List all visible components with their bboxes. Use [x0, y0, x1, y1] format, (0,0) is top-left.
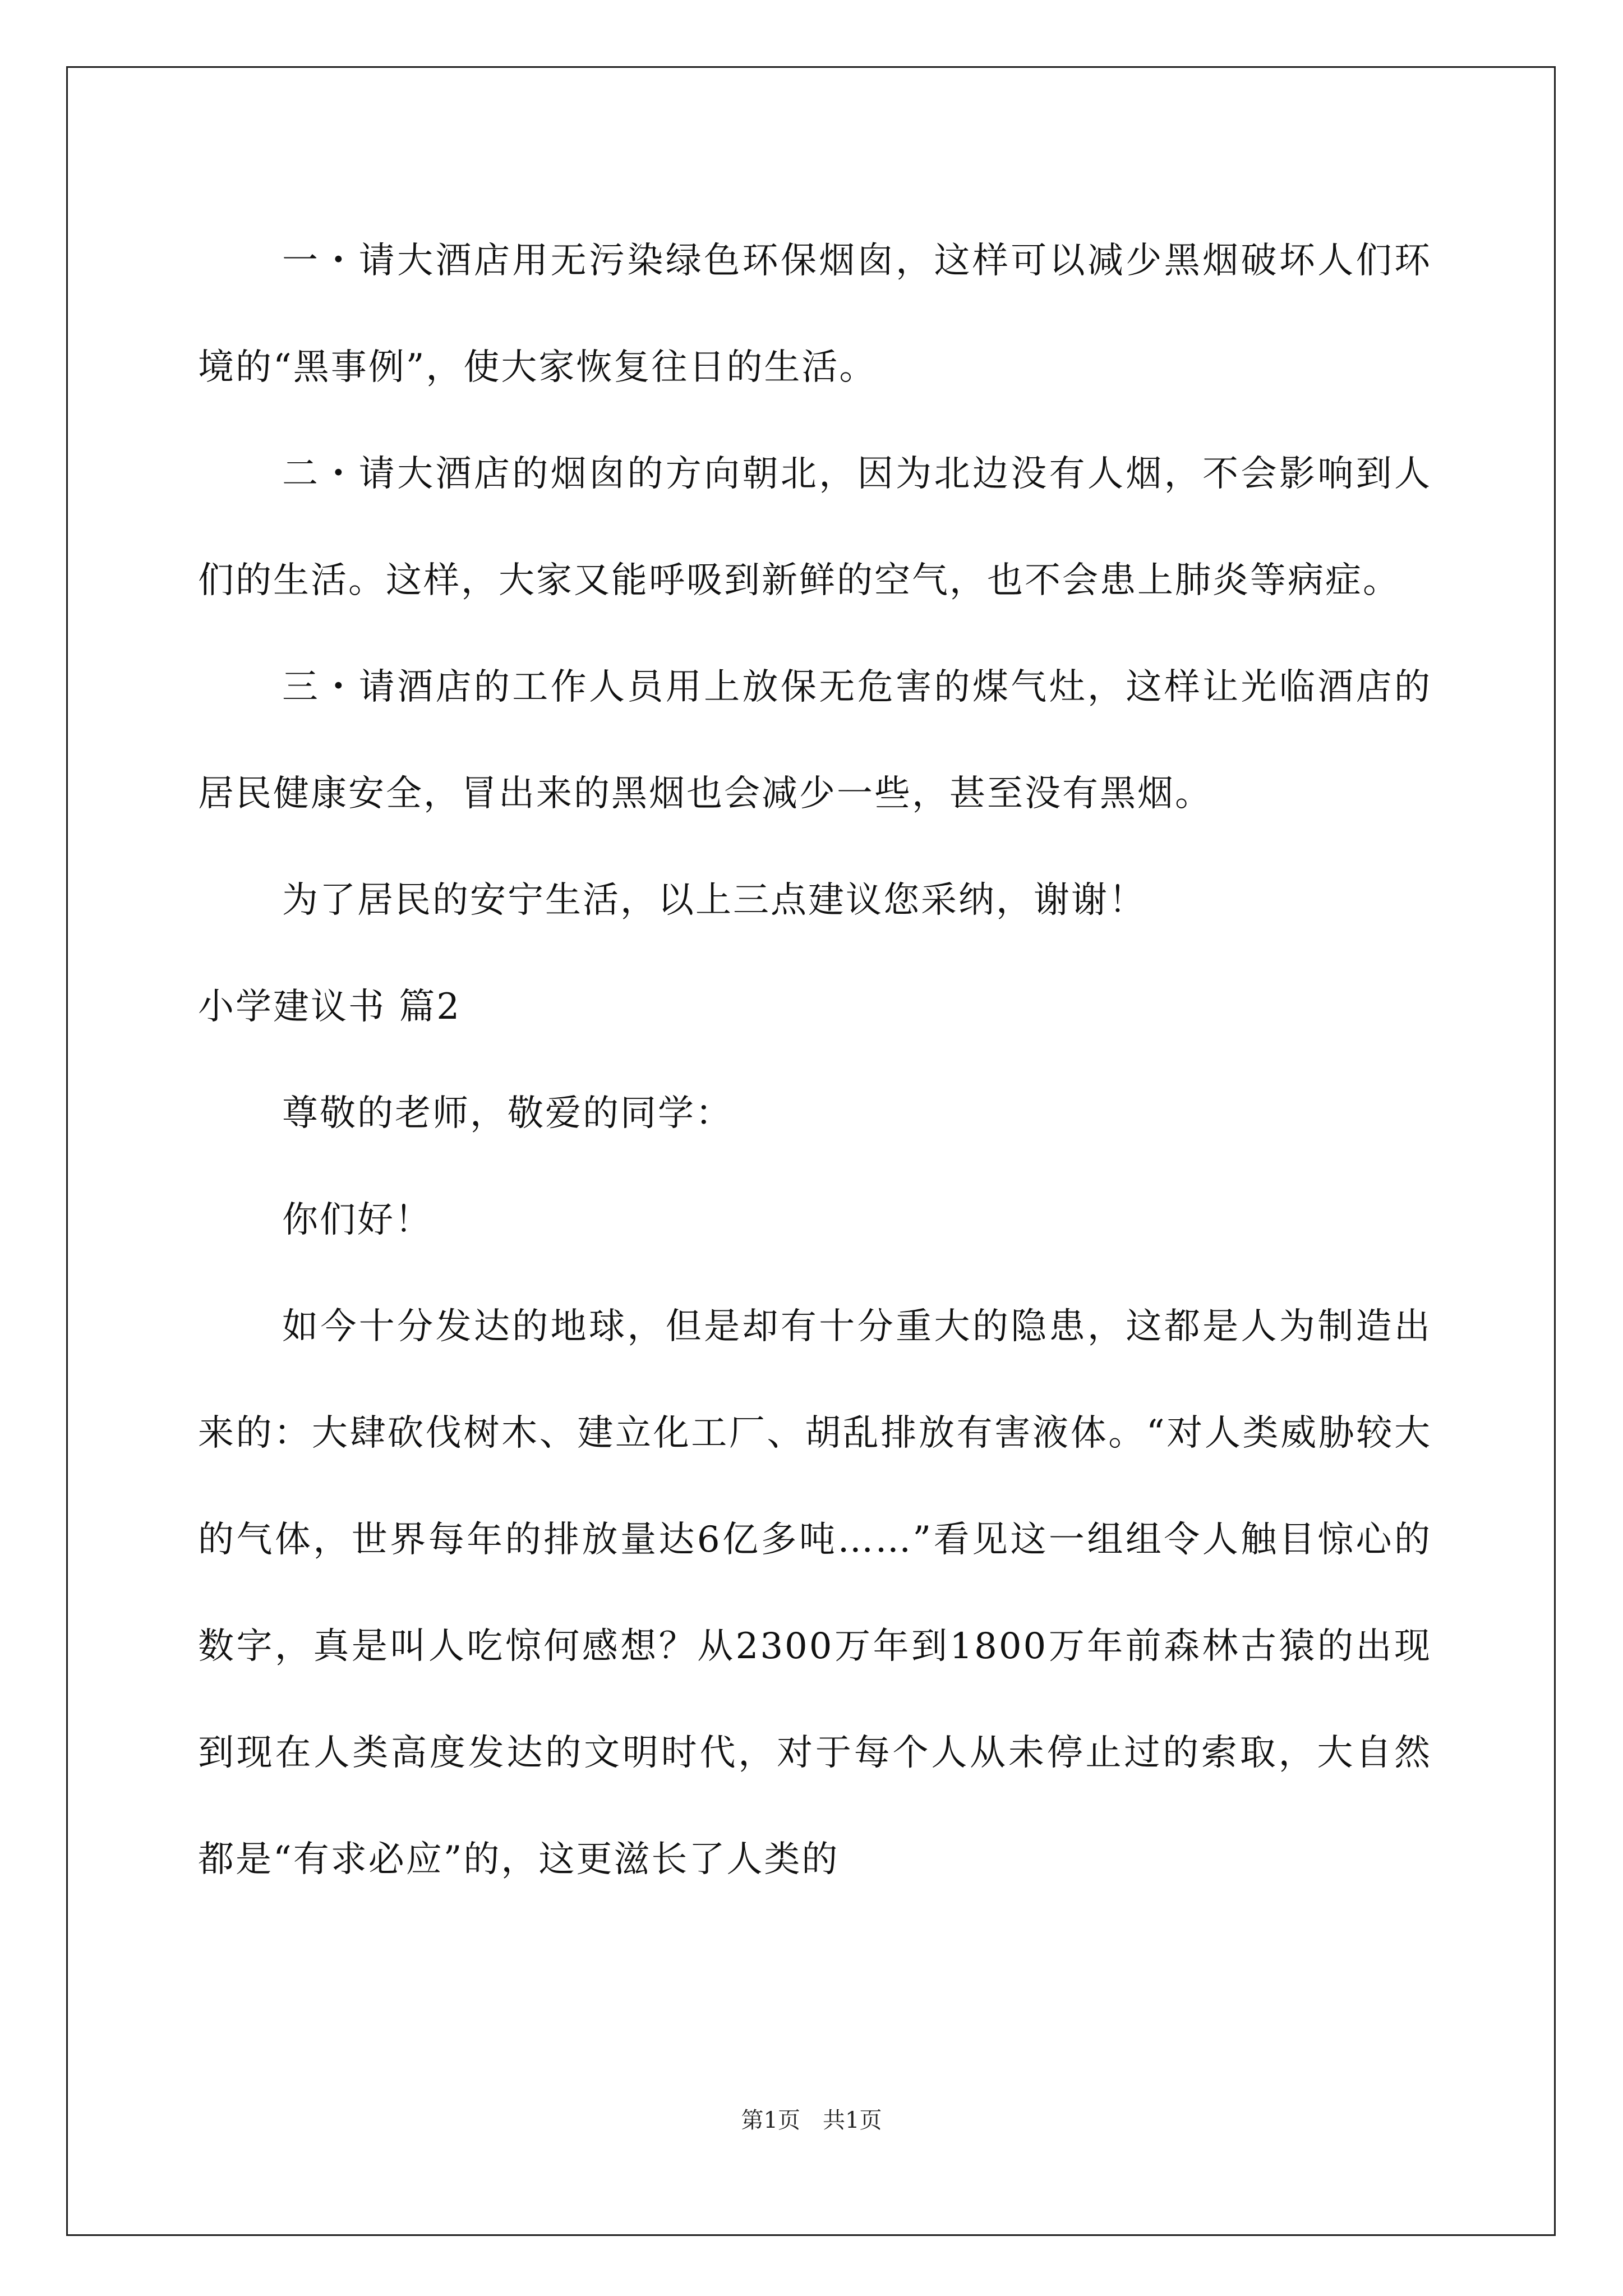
paragraph-closing: 为了居民的安宁生活，以上三点建议您采纳，谢谢！: [282, 880, 1146, 921]
paragraph-suggestion-3: 三・请酒店的工作人员用上放保无危害的煤气灶，这样让光临酒店的居民健康安全，冒出来的黑烟也会减少一些，甚至没有黑烟。: [198, 666, 1432, 815]
document-body: [198, 208, 1432, 1913]
salutation: 尊敬的老师，敬爱的同学：: [282, 1093, 733, 1134]
greeting: 你们好！: [282, 1199, 432, 1241]
paragraph-suggestion-2: 二・请大酒店的烟囱的方向朝北，因为北边没有人烟，不会影响到人们的生活。这样，大家又能呼吸到新鲜的空气，也不会患上肺炎等病症。: [198, 453, 1432, 601]
paragraph-suggestion-1: 一・请大酒店用无污染绿色环保烟囱，这样可以减少黑烟破坏人们环境的“黑事例”，使大家恢复往日的生活。: [198, 240, 1432, 388]
paragraph-body: 如今十分发达的地球，但是却有十分重大的隐患，这都是人为制造出来的：大肆砍伐树木、建立化工厂、胡乱排放有害液体。“对人类威胁较大的气体，世界每年的排放量达6亿多吨……”看见这一组组令人触目惊心的数字，真是叫人吃惊何感想？从2300万年到1800万年前森林古猿的出现到现在人类高度发达的文明时代，对于每个人从未停止过的索取，大自然都是“有求必应”的，这更滋长了人类的: [198, 1306, 1432, 1880]
page-footer: 第1页 共1页: [741, 2108, 882, 2133]
section-heading: 小学建议书 篇2: [198, 986, 462, 1028]
